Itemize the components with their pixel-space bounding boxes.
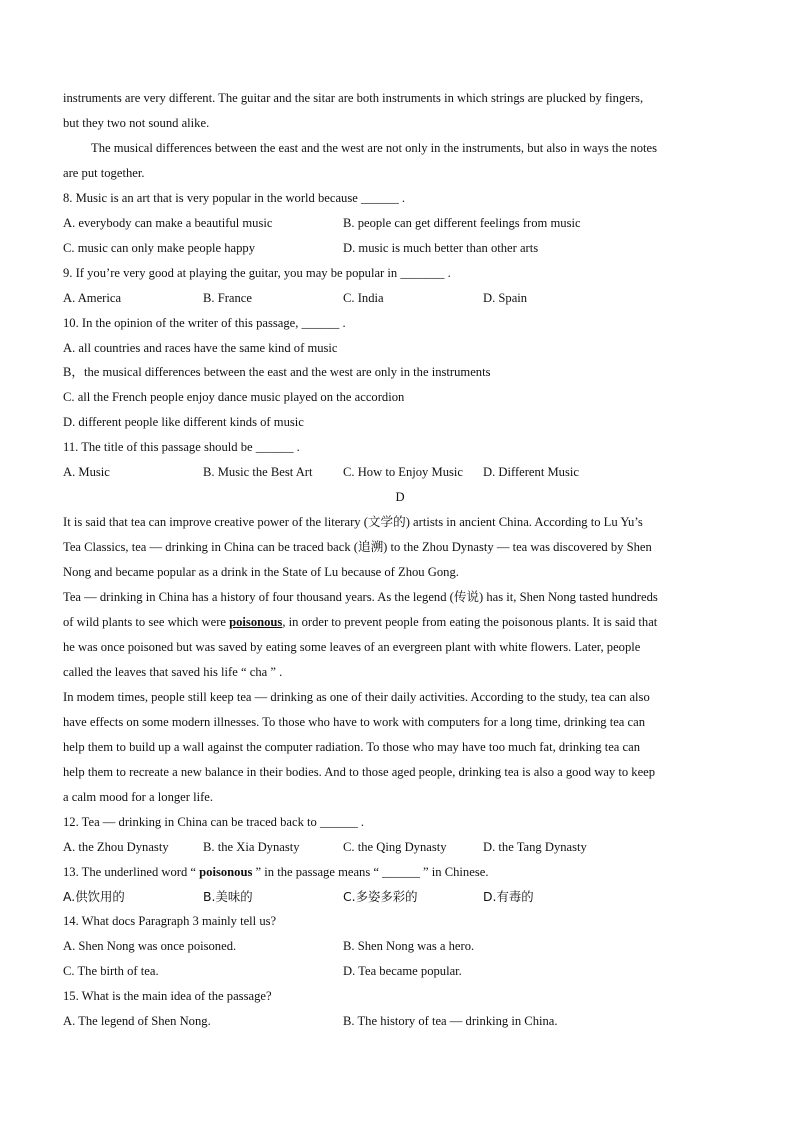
question-11-option-b: B. Music the Best Art xyxy=(203,465,313,480)
question-10-option-b: B，the musical differences between the east and the west are only in the instruments xyxy=(63,365,491,380)
question-11-options xyxy=(63,460,731,485)
question-12-options xyxy=(63,835,731,860)
passage-d-p1-line-3: Nong and became popular as a drink in the State of Lu because of Zhou Gong. xyxy=(63,565,459,580)
passage-d-p2-line-3: he was once poisoned but was saved by eating some leaves of an evergreen plant with white flowers. Later, people xyxy=(63,639,641,654)
question-14-stem: 14. What docs Paragraph 3 mainly tell us? xyxy=(63,914,277,929)
question-10-option-c: C. all the French people enjoy dance music played on the accordion xyxy=(63,390,405,405)
question-13-option-d: D.有毒的 xyxy=(483,888,534,904)
question-10-option-a: A. all countries and races have the same kind of music xyxy=(63,340,338,355)
question-9-option-d: D. Spain xyxy=(483,290,528,305)
question-9-options xyxy=(63,286,731,311)
question-14-option-d: D. Tea became popular. xyxy=(343,964,462,979)
passage-d-p2-line-1: Tea — drinking in China has a history of four thousand years. As the legend (传说) has it, Shen Nong tasted hundreds xyxy=(63,590,658,605)
passage-d-p2-line-4: called the leaves that saved his life “ cha ” . xyxy=(63,664,283,679)
question-12-option-a: A. the Zhou Dynasty xyxy=(63,839,169,854)
passage-d-p3-line-1: In modem times, people still keep tea — drinking as one of their daily activities. According to the study, tea can also xyxy=(63,689,650,704)
question-12-stem: 12. Tea — drinking in China can be traced back to ______ . xyxy=(63,814,365,829)
question-8-option-c: C. music can only make people happy xyxy=(63,240,256,255)
question-13-options xyxy=(63,885,731,910)
passage-d-p3-line-5: a calm mood for a longer life. xyxy=(63,789,214,804)
question-14-option-b: B. Shen Nong was a hero. xyxy=(343,939,475,954)
question-15-option-b: B. The history of tea — drinking in China. xyxy=(343,1014,558,1029)
question-14-option-c: C. The birth of tea. xyxy=(63,964,159,979)
question-15-options xyxy=(63,1009,731,1034)
question-15-option-a: A. The legend of Shen Nong. xyxy=(63,1014,211,1029)
exam-page xyxy=(63,86,731,1034)
question-8-option-d: D. music is much better than other arts xyxy=(343,240,539,255)
question-13-stem-end: ” in the passage means “ ______ ” in Chinese. xyxy=(252,864,489,879)
question-12-option-d: D. the Tang Dynasty xyxy=(483,839,587,854)
question-9-option-a: A. America xyxy=(63,290,122,305)
passage-c-line-1: instruments are very different. The guitar and the sitar are both instruments in which strings are plucked by fingers, xyxy=(63,91,644,105)
question-12-option-c: C. the Qing Dynasty xyxy=(343,839,447,854)
question-11-option-a: A. Music xyxy=(63,465,110,480)
question-13-stem xyxy=(63,860,731,885)
question-9-stem: 9. If you’re very good at playing the guitar, you may be popular in _______ . xyxy=(63,265,451,280)
passage-d-p3-line-4: help them to recreate a new balance in their bodies. And to those aged people, drinking tea is also a good way to keep xyxy=(63,764,656,779)
underlined-word-poisonous: poisonous xyxy=(229,615,283,630)
question-8-options-row-2 xyxy=(63,236,731,261)
question-13-stem-start: 13. The underlined word “ xyxy=(63,864,200,879)
question-13-option-b: B.美味的 xyxy=(203,888,253,904)
passage-c-line-2: but they two not sound alike. xyxy=(63,115,210,130)
question-13-word: poisonous xyxy=(199,864,253,879)
passage-d-p1-line-1: It is said that tea can improve creative power of the literary (文学的) artists in ancient China. According to Lu Yu’s xyxy=(63,515,643,530)
passage-d-p3-line-2: have effects on some modern illnesses. To those who have to work with computers for a long time, drinking tea can xyxy=(63,714,646,729)
question-8-stem: 8. Music is an art that is very popular in the world because ______ . xyxy=(63,190,406,205)
passage-d-p2-line-2-end: , in order to prevent people from eating the poisonous plants. It is said that xyxy=(282,615,658,630)
question-11-stem: 11. The title of this passage should be ______ . xyxy=(63,440,300,455)
passage-d-p1-line-2: Tea Classics, tea — drinking in China can be traced back (追溯) to the Zhou Dynasty — tea was discovered by Shen xyxy=(63,540,652,555)
question-14-options-row-1 xyxy=(63,934,731,959)
question-12-option-b: B. the Xia Dynasty xyxy=(203,839,300,854)
passage-c-line-3: The musical differences between the east and the west are not only in the instruments, but also in ways the notes xyxy=(91,140,657,155)
question-14-options-row-2 xyxy=(63,959,731,984)
question-8-option-a: A. everybody can make a beautiful music xyxy=(63,215,273,230)
question-10-option-d: D. different people like different kinds of music xyxy=(63,415,304,430)
question-14-option-a: A. Shen Nong was once poisoned. xyxy=(63,939,237,954)
question-10-stem: 10. In the opinion of the writer of this passage, ______ . xyxy=(63,315,346,330)
question-8-options-row-1 xyxy=(63,211,731,236)
passage-d-p2-line-2-start: of wild plants to see which were xyxy=(63,615,230,630)
question-11-option-d: D. Different Music xyxy=(483,465,579,480)
question-13-option-a: A.供饮用的 xyxy=(63,888,125,904)
question-15-stem: 15. What is the main idea of the passage? xyxy=(63,989,272,1004)
passage-d-p2-line-2 xyxy=(63,610,731,635)
question-9-option-c: C. India xyxy=(343,290,384,305)
passage-d-p3-line-3: help them to build up a wall against the computer radiation. To those who may have too much fat, drinking tea can xyxy=(63,739,640,754)
question-11-option-c: C. How to Enjoy Music xyxy=(343,465,463,480)
passage-d-heading: D xyxy=(395,490,405,505)
question-9-option-b: B. France xyxy=(203,290,252,305)
passage-c-line-4: are put together. xyxy=(63,165,145,180)
question-13-option-c: C.多姿多彩的 xyxy=(343,888,418,904)
question-8-option-b: B. people can get different feelings from music xyxy=(343,215,581,230)
